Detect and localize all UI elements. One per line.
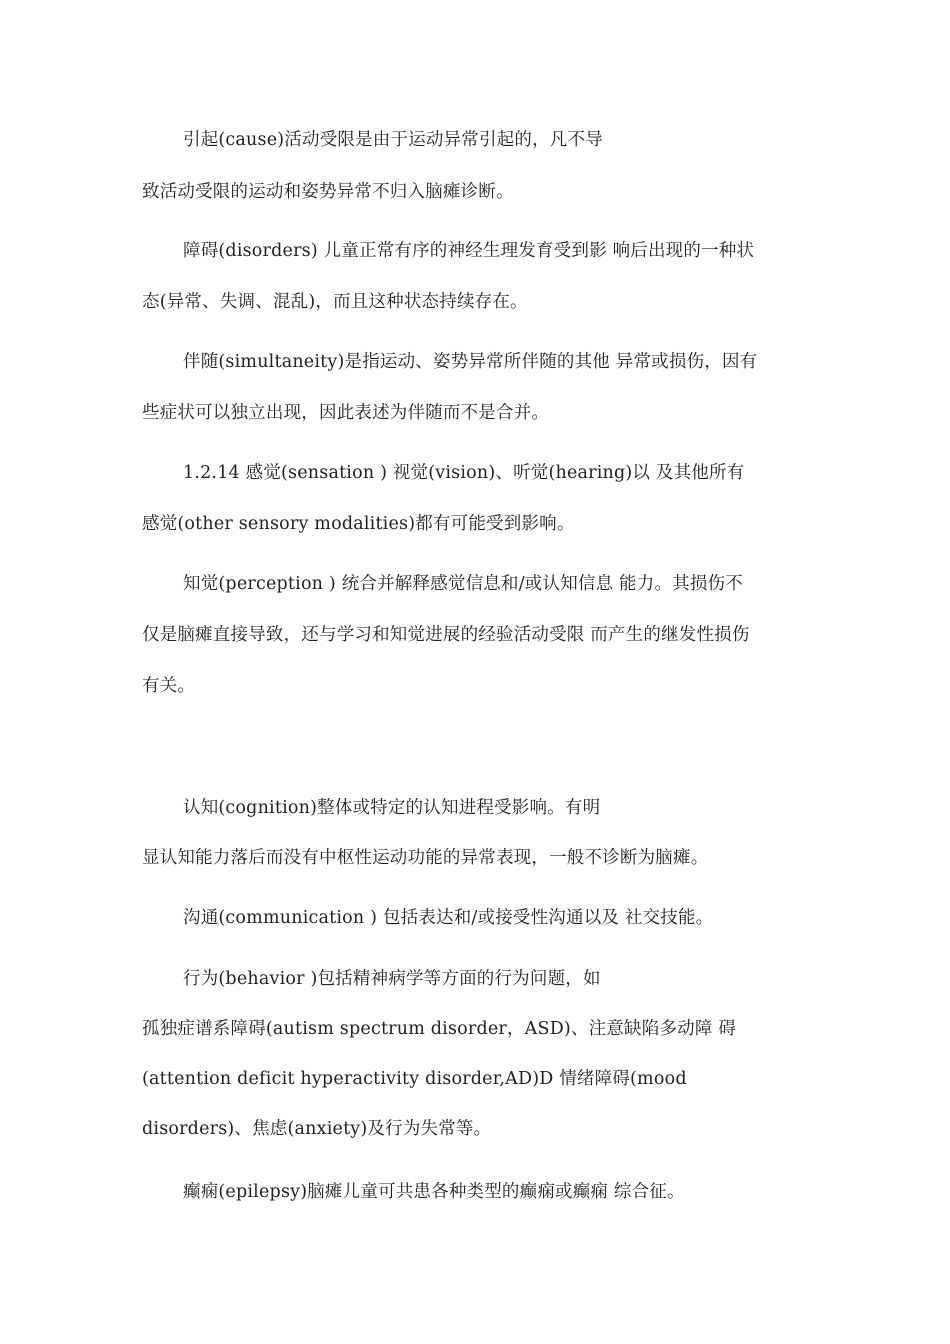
paragraph-line: 态(异常、失调、混乱)，而且这种状态持续存在。 [142, 292, 528, 312]
paragraph-line: (attention deficit hyperactivity disorder,AD)D 情绪障碍(mood [142, 1069, 687, 1089]
paragraph-line: disorders)、焦虑(anxiety)及行为失常等。 [142, 1119, 492, 1139]
paragraph-line: 沟通(communication ) 包括表达和/或接受性沟通以及 社交技能。 [183, 908, 714, 928]
paragraph-line: 引起(cause)活动受限是由于运动异常引起的，凡不导 [183, 130, 603, 150]
paragraph-line: 些症状可以独立出现，因此表述为伴随而不是合并。 [142, 403, 550, 423]
paragraph-line: 仅是脑瘫直接导致，还与学习和知觉进展的经验活动受限 而产生的继发性损伤 [142, 625, 750, 645]
paragraph-line: 行为(behavior )包括精神病学等方面的行为问题，如 [183, 969, 601, 989]
paragraph-line: 障碍(disorders) 儿童正常有序的神经生理发育受到影 响后出现的一种状 [183, 241, 755, 261]
paragraph-line: 癫痫(epilepsy)脑瘫儿童可共患各种类型的癫痫或癫痫 综合征。 [183, 1182, 685, 1202]
paragraph-line: 显认知能力落后而没有中枢性运动功能的异常表现，一般不诊断为脑瘫。 [142, 848, 709, 868]
paragraph-line: 孤独症谱系障碍(autism spectrum disorder，ASD)、注意缺陷多动障 碍 [142, 1019, 737, 1039]
paragraph-line: 感觉(other sensory modalities)都有可能受到影响。 [142, 514, 575, 534]
paragraph-line: 知觉(perception ) 统合并解释感觉信息和/或认知信息 能力。其损伤不 [183, 574, 743, 594]
paragraph-line: 致活动受限的运动和姿势异常不归入脑瘫诊断。 [142, 182, 514, 202]
paragraph-line: 有关。 [142, 676, 196, 696]
paragraph-line: 认知(cognition)整体或特定的认知进程受影响。有明 [183, 798, 601, 818]
paragraph-line: 1.2.14 感觉(sensation ) 视觉(vision)、听觉(hearing)以 及其他所有 [183, 463, 745, 483]
paragraph-line: 伴随(simultaneity)是指运动、姿势异常所伴随的其他 异常或损伤，因有 [183, 352, 758, 372]
